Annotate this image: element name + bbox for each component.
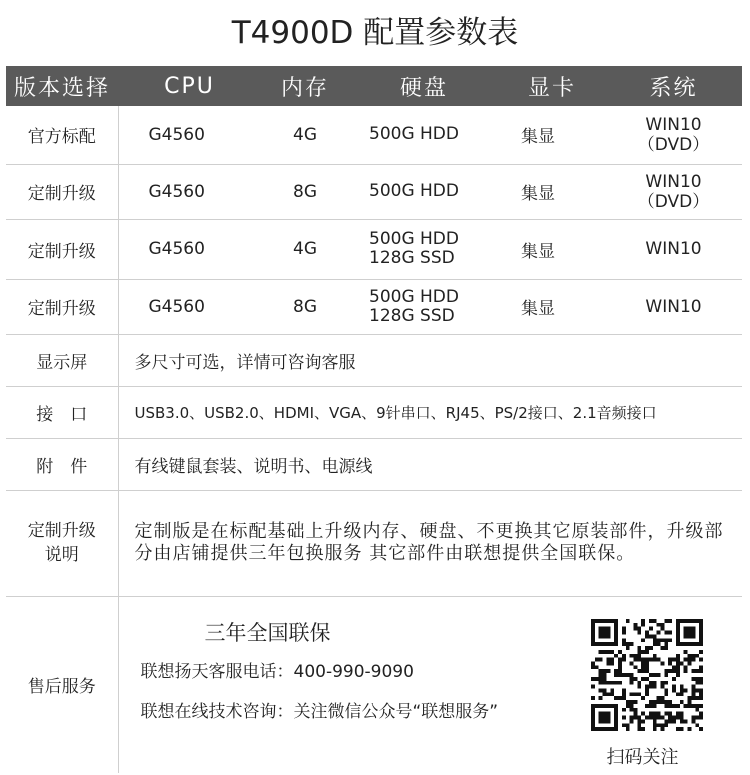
memory-cell: 4G — [261, 219, 349, 279]
disk-line: 500G HDD — [369, 124, 459, 145]
disk-cell — [349, 279, 499, 334]
version-cell: 官方标配 — [6, 106, 118, 164]
cpu-cell: G4560 — [118, 164, 261, 219]
cpu-cell: G4560 — [118, 106, 261, 164]
page-title: T4900D 配置参数表 — [231, 15, 519, 51]
qr-caption: 扫码关注 — [606, 746, 679, 768]
os-line: （DVD） — [637, 134, 710, 155]
upgrade-note-row — [6, 490, 742, 596]
version-cell: 定制升级 — [6, 164, 118, 219]
gpu-cell: 集显 — [499, 219, 605, 279]
display-row — [6, 334, 742, 386]
header-os: 系统 — [605, 66, 742, 106]
version-cell: 定制升级 — [6, 279, 118, 334]
memory-cell: 4G — [261, 106, 349, 164]
accessories-label: 附 件 — [6, 438, 118, 490]
accessories-value: 有线键鼠套装、说明书、电源线 — [118, 438, 742, 490]
service-wechat: 联想在线技术咨询：关注微信公众号“联想服务” — [140, 701, 499, 722]
display-label: 显示屏 — [6, 334, 118, 386]
header-memory: 内存 — [261, 66, 349, 106]
header-version: 版本选择 — [6, 66, 118, 106]
qr-code-icon[interactable] — [591, 619, 703, 731]
os-cell — [605, 279, 742, 334]
service-row — [6, 596, 742, 773]
upgrade-note-label-line: 定制升级 — [27, 521, 96, 541]
memory-cell: 8G — [261, 279, 349, 334]
os-cell — [605, 219, 742, 279]
memory-cell: 8G — [261, 164, 349, 219]
service-content — [118, 596, 742, 773]
disk-cell — [349, 164, 499, 219]
config-row — [6, 106, 742, 164]
disk-line: 500G HDD — [369, 286, 459, 307]
os-line: （DVD） — [637, 191, 710, 212]
version-cell: 定制升级 — [6, 219, 118, 279]
config-row — [6, 164, 742, 219]
upgrade-note-label — [6, 490, 118, 596]
upgrade-note-label-line: 说明 — [44, 545, 79, 565]
os-cell — [605, 164, 742, 219]
table-header-row — [6, 66, 742, 106]
disk-line: 500G HDD — [369, 181, 459, 201]
ports-row — [6, 386, 742, 438]
config-row — [6, 219, 742, 279]
spec-table — [6, 66, 742, 773]
display-value: 多尺寸可选，详情可咨询客服 — [118, 334, 742, 386]
gpu-cell: 集显 — [499, 164, 605, 219]
service-label: 售后服务 — [6, 596, 118, 773]
os-line: WIN10 — [645, 296, 702, 317]
os-line: WIN10 — [645, 171, 702, 192]
ports-label: 接 口 — [6, 386, 118, 438]
os-line: WIN10 — [645, 239, 702, 259]
accessories-row — [6, 438, 742, 490]
header-disk: 硬盘 — [349, 66, 499, 106]
cpu-cell: G4560 — [118, 219, 261, 279]
disk-line: 128G SSD — [369, 248, 455, 268]
os-cell — [605, 106, 742, 164]
service-title: 三年全国联保 — [204, 620, 331, 645]
header-gpu: 显卡 — [499, 66, 605, 106]
ports-value: USB3.0、USB2.0、HDMI、VGA、9针串口、RJ45、PS/2接口、2.1音频接口 — [118, 386, 742, 438]
config-row — [6, 279, 742, 334]
header-cpu: CPU — [118, 66, 261, 106]
cpu-cell: G4560 — [118, 279, 261, 334]
disk-line: 500G HDD — [369, 229, 459, 249]
disk-line: 128G SSD — [369, 305, 455, 326]
os-line: WIN10 — [645, 114, 702, 135]
upgrade-note-value: 定制版是在标配基础上升级内存、硬盘、不更换其它原装部件，升级部分由店铺提供三年包换服务 其它部件由联想提供全国联保。 — [118, 490, 742, 596]
gpu-cell: 集显 — [499, 279, 605, 334]
service-phone: 联想扬天客服电话：400-990-9090 — [140, 661, 414, 682]
gpu-cell: 集显 — [499, 106, 605, 164]
disk-cell — [349, 106, 499, 164]
disk-cell — [349, 219, 499, 279]
